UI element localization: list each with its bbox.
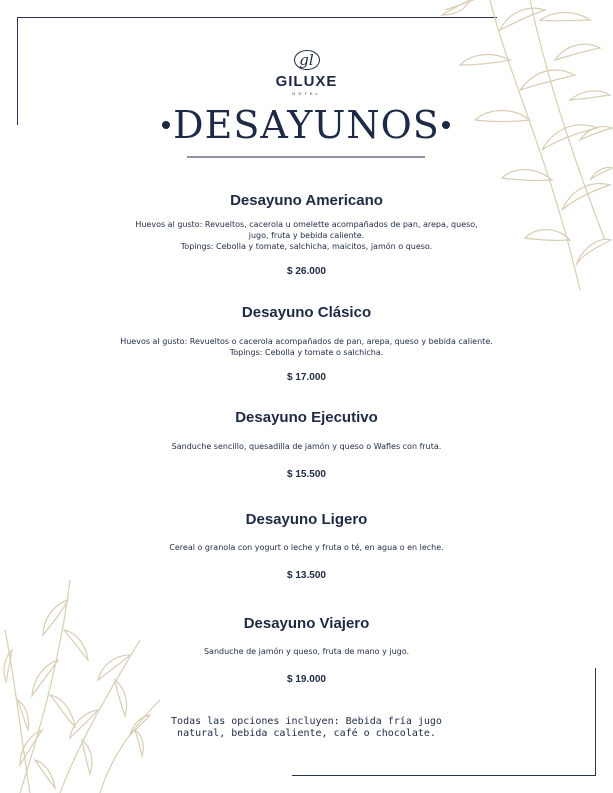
logo-name: GILUXE xyxy=(275,73,338,90)
footer-note-line: Todas las opciones incluyen: Bebida fría jugo xyxy=(171,716,442,727)
title-bullet-right xyxy=(442,121,450,129)
menu-item-price: $ 15.500 xyxy=(287,469,326,480)
menu-item-title: Desayuno Americano xyxy=(230,192,383,209)
menu-item-price: $ 19.000 xyxy=(287,674,326,685)
menu-item-title: Desayuno Viajero xyxy=(243,615,370,632)
description-line: Sanduche de jamón y queso, fruta de mano y jugo. xyxy=(203,647,410,656)
menu-item-title: Desayuno Ligero xyxy=(245,511,368,528)
menu-item-title: Desayuno Clásico xyxy=(241,304,372,321)
footer-note-line: natural, bebida caliente, café o chocolate. xyxy=(177,728,436,739)
title-underline xyxy=(187,156,425,158)
footer-note xyxy=(160,716,453,740)
menu-item-price: $ 13.500 xyxy=(287,570,326,581)
menu-item-description xyxy=(0,336,613,358)
logo-monogram: gl xyxy=(294,50,320,70)
description-line: Huevos al gusto: Revueltos, cacerola u omelette acompañados de pan, arepa, queso, xyxy=(135,220,478,229)
menu-item-clasico xyxy=(0,304,613,383)
menu-item-americano xyxy=(0,192,613,277)
menu-item-description xyxy=(0,646,613,657)
menu-item-viajero xyxy=(0,615,613,685)
description-line: Sanduche sencillo, quesadilla de jamón y queso o Wafles con fruta. xyxy=(171,442,442,451)
hotel-logo xyxy=(0,50,613,96)
frame-line-bottom xyxy=(292,775,595,776)
description-line: Huevos al gusto: Revueltos o cacerola acompañados de pan, arepa, queso y bebida caliente. xyxy=(120,337,493,346)
menu-item-ejecutivo xyxy=(0,409,613,480)
menu-item-description xyxy=(0,542,613,553)
menu-item-ligero xyxy=(0,511,613,581)
description-line: Topings: Cebolla y tomate o salchicha. xyxy=(229,348,384,357)
menu-item-price: $ 26.000 xyxy=(287,266,326,277)
page-title: DESAYUNOS xyxy=(173,103,440,147)
description-line: Cereal o granola con yogurt o leche y fruta o té, en agua o en leche. xyxy=(169,543,444,552)
menu-item-description xyxy=(0,441,613,452)
menu-item-title: Desayuno Ejecutivo xyxy=(235,409,378,426)
rosemary-bottom-left-decoration xyxy=(0,580,175,793)
description-line: Topings: Cebolla y tomate, salchicha, maicitos, jamón o queso. xyxy=(180,242,433,251)
menu-item-description xyxy=(0,219,613,252)
frame-line-top xyxy=(17,17,497,18)
description-line: jugo, fruta y bebida caliente. xyxy=(248,231,365,240)
logo-subtitle: HOTEL xyxy=(292,91,321,96)
menu-item-price: $ 17.000 xyxy=(287,372,326,383)
